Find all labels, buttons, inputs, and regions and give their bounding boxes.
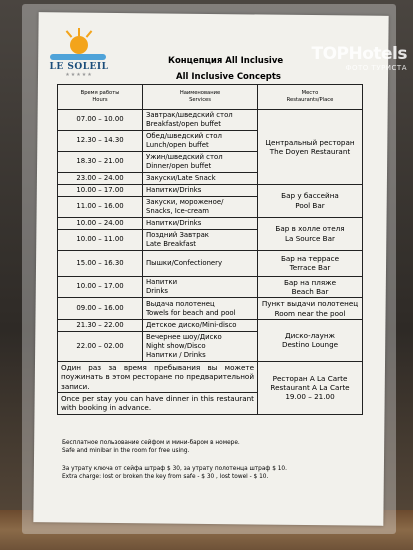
logo-brand: LE SOLEIL — [49, 62, 109, 72]
place-cell — [258, 217, 363, 250]
service-line: Night show/Disco — [146, 341, 206, 350]
watermark-main: TOPHotels — [311, 44, 407, 64]
table-row — [58, 184, 363, 196]
place-cell — [258, 298, 363, 320]
place-line: Бар на террасе — [280, 253, 340, 263]
table-row — [58, 250, 363, 276]
header-row — [58, 85, 363, 110]
place-line: La Source Bar — [285, 233, 335, 243]
sun-icon — [58, 30, 100, 50]
place-line: Restaurant A La Carte — [270, 383, 350, 393]
header-hours — [58, 85, 143, 110]
header-place — [258, 85, 363, 110]
place-line: 19.00 – 21.00 — [285, 392, 335, 402]
row-hours: 10.00 – 17.00 — [58, 184, 143, 196]
place-line: Destino Lounge — [281, 340, 339, 350]
row-service — [143, 229, 258, 250]
header-services — [143, 85, 258, 110]
note-ru: Один раз за время пребывания вы можете поужинать в этом ресторане по предварительной записи. — [58, 361, 258, 392]
watermark-sub: ФОТО ТУРИСТА — [345, 64, 407, 72]
table-row — [58, 276, 363, 298]
place-line: Beach Bar — [291, 286, 329, 296]
service-line: Lunch/open buffet — [146, 140, 209, 149]
table-row — [58, 320, 363, 332]
footer-line: Safe and minibar in the room for free using. — [62, 447, 190, 454]
place-cell — [258, 110, 363, 185]
header-place-en: Restaurants/Place — [286, 97, 334, 103]
service-line: Напитки — [146, 277, 178, 286]
place-line: Диско-лаунж — [285, 331, 335, 341]
service-line: Напитки / Drinks — [146, 350, 206, 359]
hotel-logo — [44, 30, 114, 78]
row-service — [143, 172, 258, 184]
service-line: Late Breakfast — [146, 239, 196, 248]
row-service — [143, 250, 258, 276]
footer-line: Бесплатное пользование сейфом и мини-баром в номере. — [62, 440, 240, 446]
footer-line: За утрату ключа от сейфа штраф $ 30, за утрату полотенца штраф $ 10. — [62, 466, 287, 472]
row-service — [143, 184, 258, 196]
service-line: Пышки/Confectionery — [146, 258, 223, 267]
service-line: Закуски/Late Snack — [146, 173, 216, 182]
place-line: The Doyen Restaurant — [269, 146, 351, 156]
service-line: Drinks — [146, 286, 169, 295]
title-russian: Концепция All Inclusive — [168, 56, 284, 66]
service-line: Dinner/open buffet — [146, 161, 212, 170]
place-line: Room near the pool — [274, 308, 346, 318]
service-line: Snacks, Ice-cream — [146, 206, 209, 215]
logo-stars: ★★★★★ — [65, 72, 93, 78]
footer-line: Extra charge: lost or broken the key from safe - $ 30 , lost towel - $ 10. — [62, 473, 269, 480]
row-hours: 10.00 – 11.00 — [58, 229, 143, 250]
row-hours: 10.00 – 17.00 — [58, 276, 143, 298]
row-hours: 09.00 – 16.00 — [58, 298, 143, 320]
place-line: Бар у бассейна — [281, 191, 339, 201]
header-services-en: Services — [189, 97, 211, 103]
header-services-ru: Наименование — [179, 90, 221, 97]
row-hours: 21.30 – 22.00 — [58, 320, 143, 332]
title-english: All Inclusive Concepts — [176, 72, 281, 82]
footer-charges — [62, 466, 287, 482]
place-line: Пункт выдачи полотенец — [261, 299, 359, 309]
service-line: Ужин/шведский стол — [146, 152, 223, 161]
table-row — [58, 217, 363, 229]
tophotels-watermark — [311, 44, 407, 72]
row-service — [143, 151, 258, 172]
wave-icon — [50, 54, 106, 60]
row-service — [143, 110, 258, 131]
header-place-ru: Место — [301, 90, 319, 97]
place-line: Центральный ресторан — [265, 137, 355, 147]
row-hours: 22.00 – 02.00 — [58, 332, 143, 362]
place-cell — [258, 276, 363, 298]
table-row — [58, 361, 363, 392]
service-line: Напитки/Drinks — [146, 185, 202, 194]
place-line: Pool Bar — [295, 200, 325, 210]
table-row — [58, 298, 363, 320]
row-hours: 18.30 – 21.00 — [58, 151, 143, 172]
row-hours: 11.00 – 16.00 — [58, 196, 143, 217]
note-en: Once per stay you can have dinner in this restaurant with booking in advance. — [58, 392, 258, 414]
header-hours-ru: Время работы — [80, 90, 120, 97]
row-hours: 15.00 – 16.30 — [58, 250, 143, 276]
row-service — [143, 298, 258, 320]
row-hours: 12.30 – 14.30 — [58, 130, 143, 151]
row-hours: 07.00 – 10.00 — [58, 110, 143, 131]
service-line: Выдача полотенец — [146, 299, 215, 308]
place-cell — [258, 361, 363, 414]
service-line: Детское диско/Mini-disco — [146, 321, 237, 330]
place-line: Ресторан A La Carte — [272, 373, 348, 383]
service-line: Поздний Завтрак — [146, 230, 209, 239]
service-line: Вечернее шоу/Диско — [146, 333, 222, 341]
row-service — [143, 320, 258, 332]
row-service — [143, 276, 258, 298]
place-line: Terrace Bar — [289, 263, 331, 273]
place-cell — [258, 250, 363, 276]
place-line: Бар в холле отеля — [275, 224, 345, 234]
service-line: Напитки/Drinks — [146, 218, 202, 227]
row-service — [143, 196, 258, 217]
service-line: Завтрак/шведский стол — [146, 111, 233, 119]
footer-safe — [62, 440, 240, 456]
table-row — [58, 110, 363, 131]
schedule-table — [57, 84, 363, 415]
row-service — [143, 130, 258, 151]
place-line: Бар на пляже — [283, 277, 337, 287]
service-line: Обед/шведский стол — [146, 131, 222, 140]
row-hours: 10.00 – 24.00 — [58, 217, 143, 229]
service-line: Towels for beach and pool — [146, 308, 236, 317]
row-service — [143, 217, 258, 229]
header-hours-en: Hours — [92, 97, 108, 103]
place-cell — [258, 320, 363, 362]
service-line: Закуски, мороженое/ — [146, 197, 224, 206]
row-hours: 23.00 – 24.00 — [58, 172, 143, 184]
row-service — [143, 332, 258, 362]
service-line: Breakfast/open buffet — [146, 119, 221, 128]
place-cell — [258, 184, 363, 217]
